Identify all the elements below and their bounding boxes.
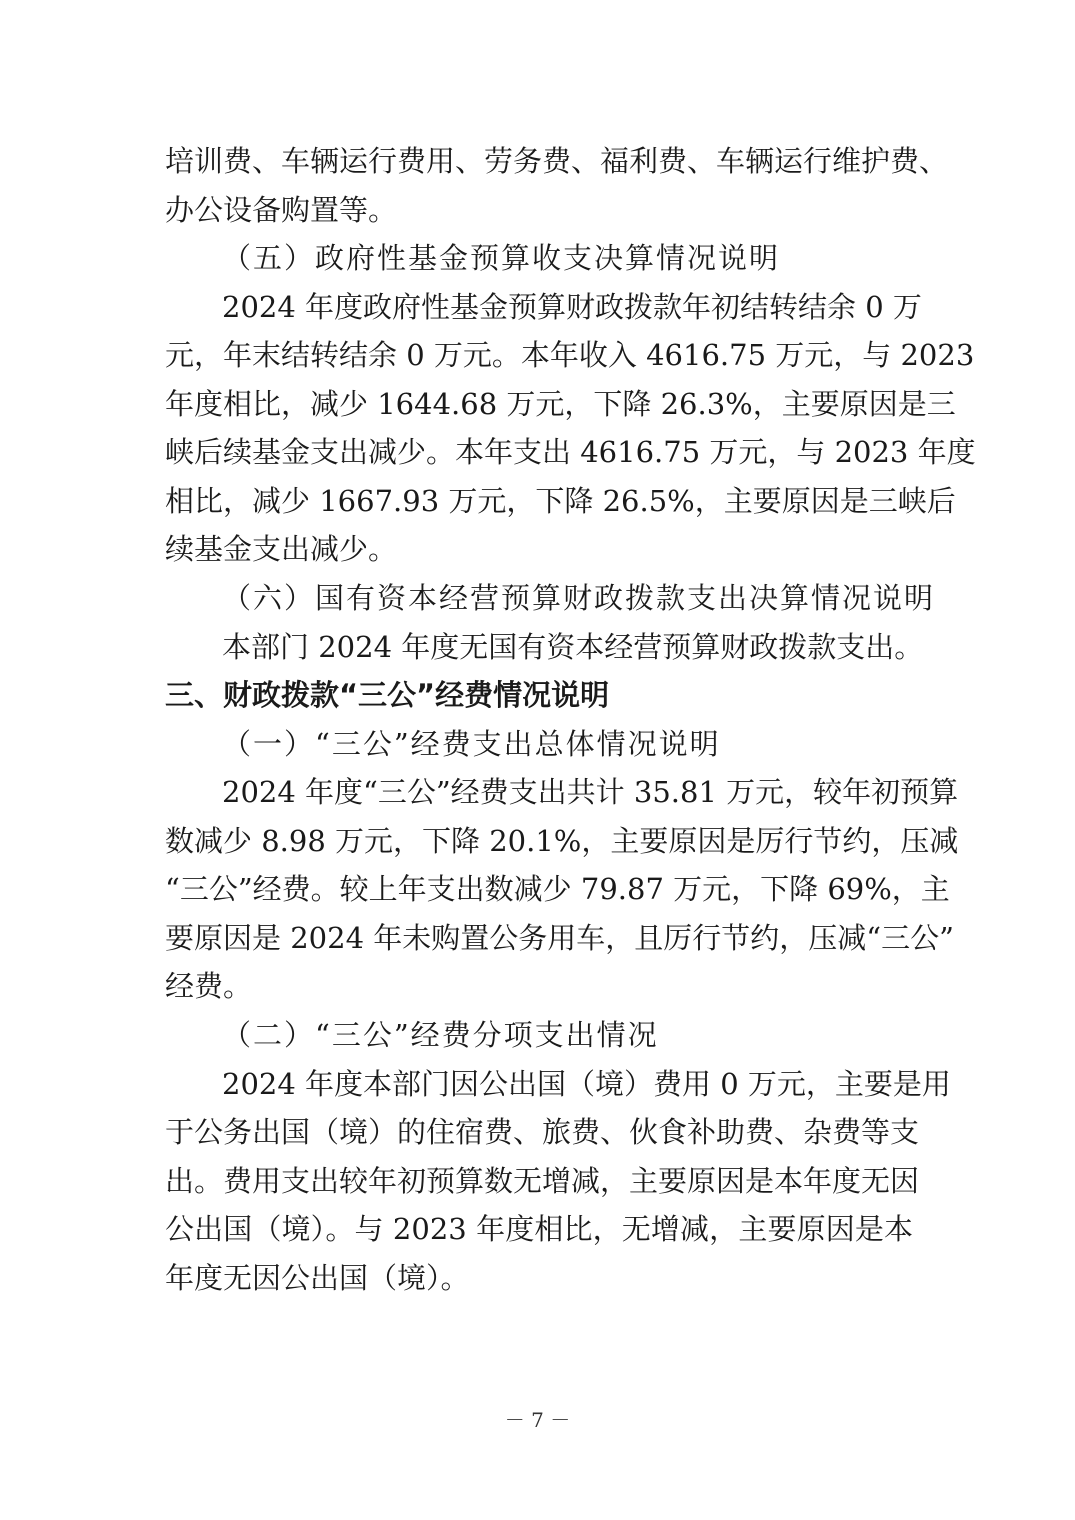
paragraph-line: 年度相比，减少 1644.68 万元，下降 26.3%，主要原因是三 <box>165 387 956 421</box>
paragraph-line: 公出国（境）。与 2023 年度相比，无增减，主要原因是本 <box>165 1212 913 1246</box>
section-heading-1: （一）“三公”经费支出总体情况说明 <box>222 727 721 761</box>
section-heading-2: （二）“三公”经费分项支出情况 <box>222 1018 659 1052</box>
paragraph-line: “三公”经费。较上年支出数减少 79.87 万元，下降 69%，主 <box>165 872 950 906</box>
paragraph-line: 年度无因公出国（境）。 <box>165 1261 470 1295</box>
page-number: － 7 － <box>504 1408 571 1432</box>
paragraph-line: 办公设备购置等。 <box>165 193 398 227</box>
paragraph-line: 元，年末结转结余 0 万元。本年收入 4616.75 万元，与 2023 <box>165 338 975 372</box>
paragraph-line: 出。费用支出较年初预算数无增减，主要原因是本年度无因 <box>165 1164 920 1198</box>
paragraph-line: 经费。 <box>165 969 253 1003</box>
paragraph-line: 2024 年度本部门因公出国（境）费用 0 万元，主要是用 <box>222 1067 951 1101</box>
paragraph-line: 峡后续基金支出减少。本年支出 4616.75 万元，与 2023 年度 <box>165 435 976 469</box>
section-heading-6: （六）国有资本经营预算财政拨款支出决算情况说明 <box>222 581 936 615</box>
chapter-heading-3: 三、财政拨款“三公”经费情况说明 <box>165 678 610 712</box>
paragraph-line: 本部门 2024 年度无国有资本经营预算财政拨款支出。 <box>222 630 924 664</box>
paragraph-line: 于公务出国（境）的住宿费、旅费、伙食补助费、杂费等支 <box>165 1115 920 1149</box>
section-heading-5: （五）政府性基金预算收支决算情况说明 <box>222 241 781 275</box>
paragraph-line: 2024 年度政府性基金预算财政拨款年初结转结余 0 万 <box>222 290 922 324</box>
paragraph-line: 数减少 8.98 万元，下降 20.1%，主要原因是厉行节约，压减 <box>165 824 959 858</box>
paragraph-line: 相比，减少 1667.93 万元，下降 26.5%，主要原因是三峡后 <box>165 484 956 518</box>
paragraph-line: 2024 年度“三公”经费支出共计 35.81 万元，较年初预算 <box>222 775 959 809</box>
paragraph-line: 培训费、车辆运行费用、劳务费、福利费、车辆运行维护费、 <box>165 144 949 178</box>
paragraph-line: 要原因是 2024 年未购置公务用车，且厉行节约，压减“三公” <box>165 921 954 955</box>
paragraph-line: 续基金支出减少。 <box>165 532 398 566</box>
